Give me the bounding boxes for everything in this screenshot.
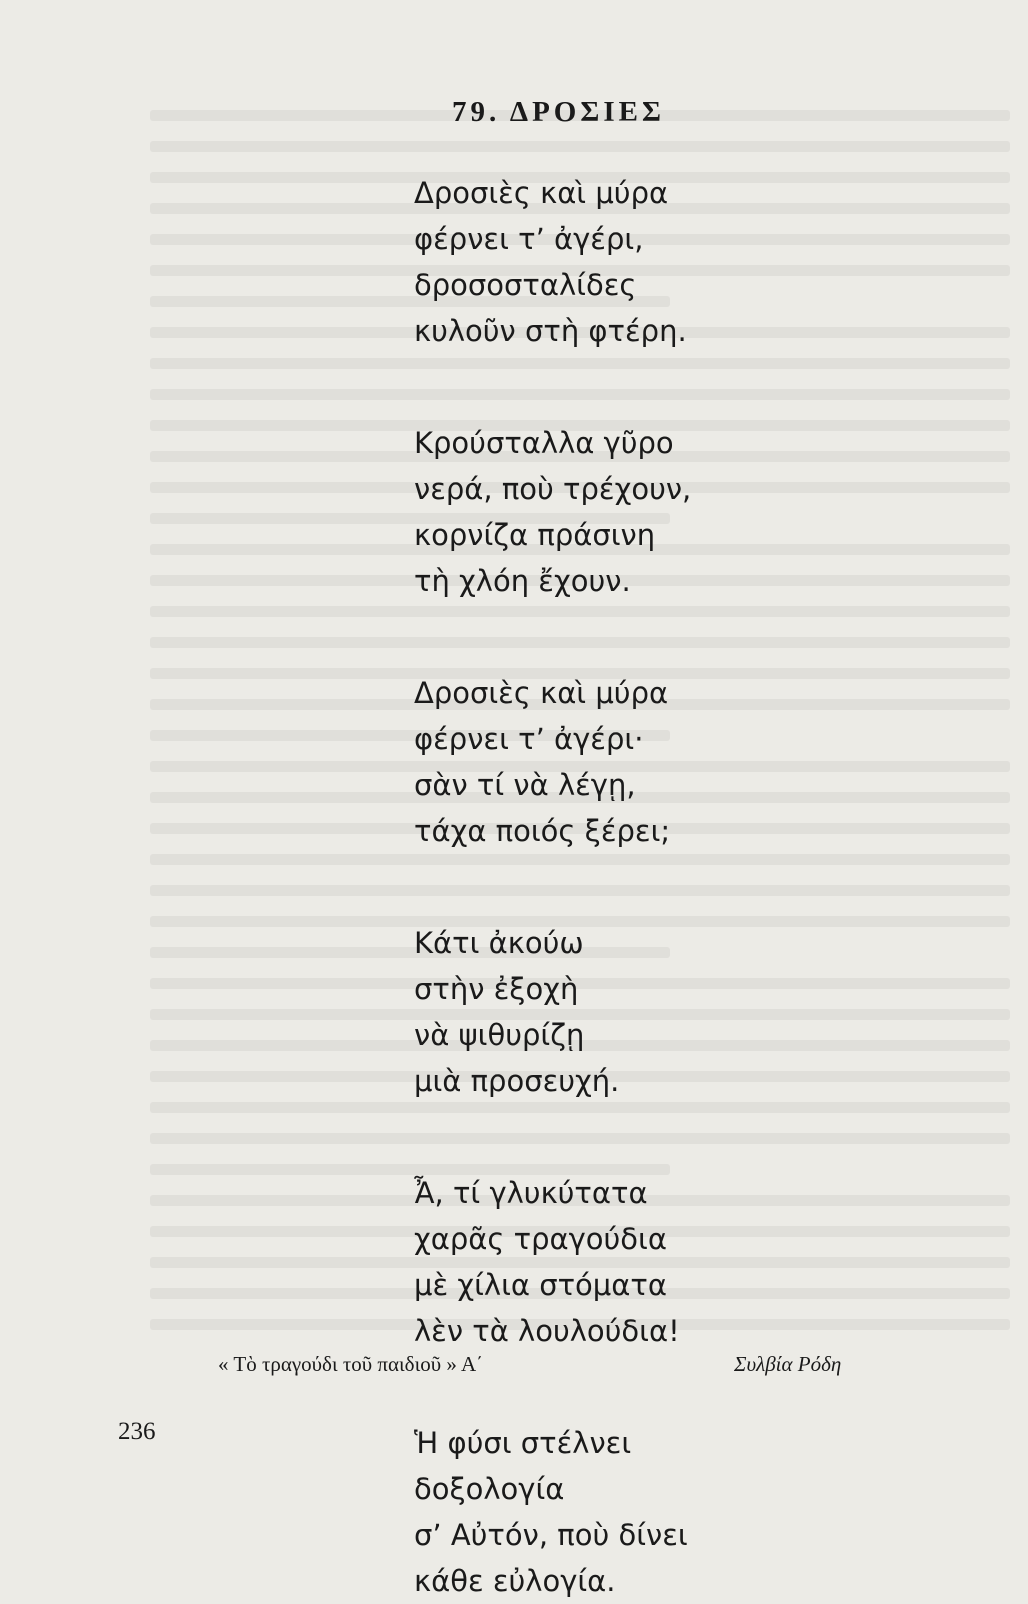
poem-line: Ἆ, τί γλυκύτατα: [414, 1176, 648, 1210]
poem-line: σὰν τί νὰ λέγῃ,: [414, 768, 636, 802]
poem-line: Δροσιὲς καὶ μύρα: [414, 176, 669, 210]
poem-line: στὴν ἐξοχὴ: [414, 972, 579, 1006]
poem-line: φέρνει τ’ ἀγέρι·: [414, 722, 644, 756]
poem-line: κάθε εὐλογία.: [414, 1564, 616, 1598]
stanza-3: [414, 670, 834, 854]
poem-line: τὴ χλόη ἔχουν.: [414, 564, 631, 598]
stanza-6: [414, 1420, 834, 1604]
poem-line: δοξολογία: [414, 1472, 565, 1506]
poem-line: Κάτι ἀκούω: [414, 926, 584, 960]
poem-author: Συλβία Ρόδη: [734, 1352, 842, 1376]
stanza-1: [414, 170, 834, 354]
poem-line: νὰ ψιθυρίζῃ: [414, 1018, 585, 1052]
poem-line: Δροσιὲς καὶ μύρα: [414, 676, 669, 710]
poem-line: κυλοῦν στὴ φτέρη.: [414, 314, 687, 348]
page-number: 236: [118, 1418, 156, 1445]
poem-line: Ἡ φύσι στέλνει: [414, 1426, 632, 1460]
poem-line: μὲ χίλια στόματα: [414, 1268, 667, 1302]
poem-line: νερά, ποὺ τρέχουν,: [414, 472, 692, 506]
poem-body: [414, 170, 834, 1604]
poem-line: δροσοσταλίδες: [414, 268, 637, 302]
poem-line: μιὰ προσευχή.: [414, 1064, 620, 1098]
poem-line: κορνίζα πράσινη: [414, 518, 656, 552]
poem-line: λὲν τὰ λουλούδια!: [414, 1314, 680, 1348]
poem-line: σ’ Αὐτόν, ποὺ δίνει: [414, 1518, 688, 1552]
poem-line: τάχα ποιός ξέρει;: [414, 814, 671, 848]
poem-source: « Τὸ τραγούδι τοῦ παιδιοῦ » Α΄: [218, 1352, 484, 1376]
poem-title: 79. ΔΡΟΣΙΕΣ: [452, 96, 665, 128]
poem-line: χαρᾶς τραγούδια: [414, 1222, 667, 1256]
stanza-4: [414, 920, 834, 1104]
poem-line: φέρνει τ’ ἀγέρι,: [414, 222, 644, 256]
stanza-2: [414, 420, 834, 604]
stanza-5: [414, 1170, 834, 1354]
poem-line: Κρούσταλλα γῦρο: [414, 426, 674, 460]
bleed-line: [150, 141, 1010, 152]
